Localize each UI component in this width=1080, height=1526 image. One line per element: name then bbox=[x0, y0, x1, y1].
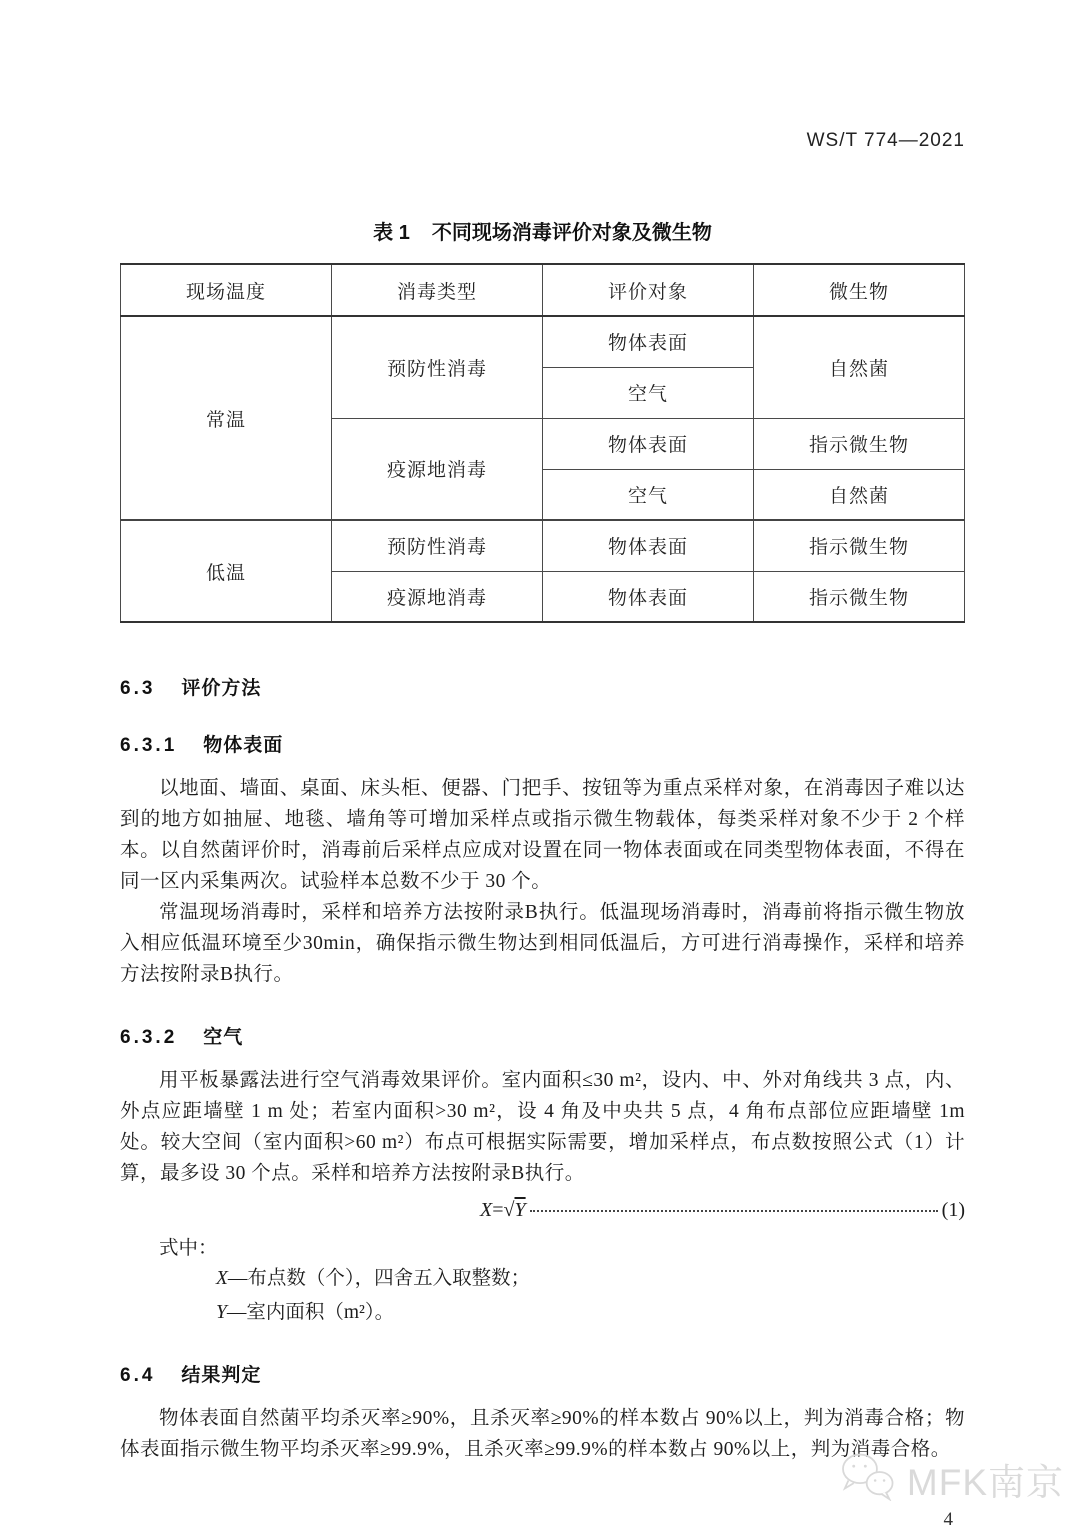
section-title: 空气 bbox=[203, 1027, 244, 1048]
paragraph-object-surface-2: 常温现场消毒时，采样和培养方法按附录B执行。低温现场消毒时，消毒前将指示微生物放入相应低温环境至少30min，确保指示微生物达到相同低温后，方可进行消毒操作，采样和培养方法按附录B执行。 bbox=[120, 902, 965, 985]
cell-object-surface: 物体表面 bbox=[543, 571, 754, 622]
col-header-microorganism: 微生物 bbox=[754, 264, 965, 316]
watermark-text: MFK南京 bbox=[906, 1461, 1064, 1503]
cell-air: 空气 bbox=[543, 367, 754, 418]
cell-natural-bacteria: 自然菌 bbox=[754, 469, 965, 520]
section-title: 评价方法 bbox=[181, 678, 262, 699]
standard-code-header: WS/T 774—2021 bbox=[806, 130, 965, 151]
cell-normal-temp: 常温 bbox=[121, 316, 332, 520]
paragraph-object-surface-1: 以地面、墙面、桌面、床头柜、便器、门把手、按钮等为重点采样对象，在消毒因子难以达到的地方如抽屉、地毯、墙角等可增加采样点或指示微生物载体，每类采样对象不少于 2 个样本。以自然菌评价时，消毒前后采样点应成对设置在同一物体表面或在同类型物体表面，不得在同一区内采集两次。试验样本总数不少于 30 个。 bbox=[120, 778, 965, 892]
formula-dotted-leader bbox=[530, 1210, 938, 1212]
variable-x-description: —布点数（个），四舍五入取整数； bbox=[227, 1268, 531, 1289]
formula-number: (1) bbox=[941, 1199, 965, 1221]
watermark bbox=[839, 1451, 1064, 1506]
cell-air: 空气 bbox=[543, 469, 754, 520]
formula-where-x bbox=[120, 1264, 965, 1294]
cell-object-surface: 物体表面 bbox=[543, 418, 754, 469]
cell-epidemic-source-disinfection: 疫源地消毒 bbox=[332, 571, 543, 622]
wechat-icon bbox=[839, 1451, 897, 1506]
formula-1 bbox=[480, 1199, 965, 1222]
formula-where-label: 式中： bbox=[159, 1238, 218, 1259]
cell-preventive-disinfection: 预防性消毒 bbox=[332, 520, 543, 571]
table-number: 表 1 bbox=[373, 222, 410, 244]
section-title: 物体表面 bbox=[203, 735, 284, 756]
cell-indicator-microorganism: 指示微生物 bbox=[754, 520, 965, 571]
table-header-row bbox=[121, 264, 965, 316]
section-number: 6.3.1 bbox=[120, 735, 178, 756]
table-title-text: 不同现场消毒评价对象及微生物 bbox=[431, 222, 712, 244]
formula-where-y bbox=[120, 1298, 965, 1328]
formula-radicand: Y bbox=[514, 1199, 526, 1221]
formula-equals: = bbox=[492, 1199, 504, 1221]
evaluation-table bbox=[120, 263, 965, 623]
page-number: 4 bbox=[943, 1509, 953, 1526]
formula-lhs: X bbox=[480, 1199, 493, 1221]
cell-natural-bacteria: 自然菌 bbox=[754, 316, 965, 418]
section-number: 6.3.2 bbox=[120, 1027, 178, 1048]
cell-object-surface: 物体表面 bbox=[543, 316, 754, 367]
cell-epidemic-source-disinfection: 疫源地消毒 bbox=[332, 418, 543, 520]
section-number: 6.3 bbox=[120, 678, 156, 699]
section-heading-6-4 bbox=[120, 1360, 965, 1387]
section-heading-6-3-2 bbox=[120, 1022, 965, 1049]
section-heading-6-3 bbox=[120, 673, 965, 700]
variable-y: Y bbox=[216, 1302, 227, 1323]
radical-sign: √ bbox=[503, 1199, 515, 1221]
cell-low-temp: 低温 bbox=[121, 520, 332, 622]
table-row bbox=[121, 520, 965, 571]
cell-indicator-microorganism: 指示微生物 bbox=[754, 418, 965, 469]
cell-preventive-disinfection: 预防性消毒 bbox=[332, 316, 543, 418]
cell-indicator-microorganism: 指示微生物 bbox=[754, 571, 965, 622]
col-header-site-temperature: 现场温度 bbox=[121, 264, 332, 316]
paragraph-air: 用平板暴露法进行空气消毒效果评价。室内面积≤30 m²，设内、中、外对角线共 3 点，内、外点应距墙壁 1 m 处；若室内面积>30 m²，设 4 角及中央共 5 点，4 角布点部位应距墙壁 1m 处。较大空间（室内面积>60 m²）布点可根据实际需要，增加采样点，布点数按照公式（1）计算，最多设 30 个点。采样和培养方法按附录B执行。 bbox=[120, 1070, 965, 1184]
section-number: 6.4 bbox=[120, 1365, 156, 1386]
paragraph-result-judgement: 物体表面自然菌平均杀灭率≥90%，且杀灭率≥90%的样本数占 90%以上，判为消毒合格；物体表面指示微生物平均杀灭率≥99.9%，且杀灭率≥99.9%的样本数占 90%以上，判为消毒合格。 bbox=[120, 1408, 965, 1460]
col-header-evaluation-object: 评价对象 bbox=[543, 264, 754, 316]
section-heading-6-3-1 bbox=[120, 730, 965, 757]
col-header-disinfection-type: 消毒类型 bbox=[332, 264, 543, 316]
table-title bbox=[120, 216, 965, 245]
cell-object-surface: 物体表面 bbox=[543, 520, 754, 571]
variable-y-description: —室内面积（m²）。 bbox=[226, 1302, 395, 1323]
section-title: 结果判定 bbox=[181, 1365, 262, 1386]
variable-x: X bbox=[216, 1268, 228, 1289]
table-row bbox=[121, 316, 965, 367]
